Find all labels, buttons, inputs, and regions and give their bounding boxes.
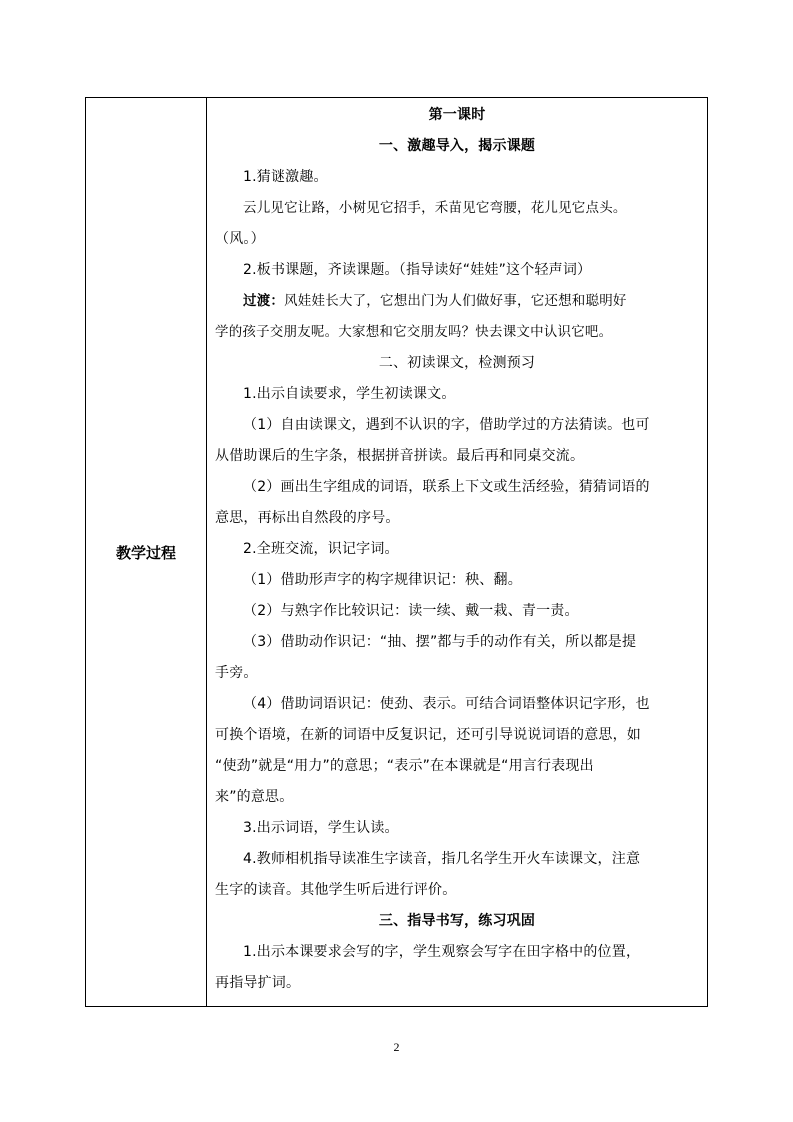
line-text: 1.出示本课要求会写的字，学生观察会写字在田字格中的位置，	[243, 944, 641, 960]
content-line	[215, 906, 699, 937]
line-text: 意思，再标出自然段的序号。	[215, 510, 400, 526]
content-line	[215, 503, 699, 534]
content-line	[215, 348, 699, 379]
content-line	[215, 565, 699, 596]
line-text: （3）借助动作识记：“抽、摆”都与手的动作有关，所以都是提	[243, 634, 637, 650]
line-text: 2.板书课题，齐读课题。（指导读好“娃娃”这个轻声词）	[243, 262, 592, 278]
page-number: 2	[393, 1040, 400, 1054]
line-text: 二、初读课文，检测预习	[378, 355, 536, 371]
line-text: 生字的读音。其他学生听后进行评价。	[215, 882, 457, 898]
content-line	[215, 813, 699, 844]
row-label: 教学过程	[115, 543, 176, 562]
content-line	[215, 255, 699, 286]
content-line	[215, 441, 699, 472]
content-line	[215, 131, 699, 162]
line-text: 手旁。	[215, 665, 258, 681]
content-line	[215, 317, 699, 348]
line-text: 云儿见它让路，小树见它招手，禾苗见它弯腰，花儿见它点头。	[243, 200, 627, 216]
content-line	[215, 751, 699, 782]
line-text: “使劲”就是“用力”的意思；“表示”在本课就是“用言行表现出	[215, 758, 594, 774]
content-line	[215, 379, 699, 410]
content-line	[215, 224, 699, 255]
content-line	[215, 193, 699, 224]
line-text: 可换个语境，在新的词语中反复识记，还可引导说说词语的意思，如	[215, 727, 641, 743]
line-text: 一、激趣导入，揭示课题	[378, 138, 536, 154]
content-line	[215, 844, 699, 875]
line-text: 第一课时	[428, 107, 486, 123]
content-line	[215, 720, 699, 751]
content-line	[215, 162, 699, 193]
line-text: 三、指导书写，练习巩固	[378, 913, 536, 929]
row-label-cell	[86, 98, 207, 1006]
line-text: （1）自由读课文，遇到不认识的字，借助学过的方法猜读。也可	[243, 417, 650, 433]
content-line	[215, 596, 699, 627]
line-text: 再指导扩词。	[215, 975, 301, 991]
content-line	[215, 875, 699, 906]
line-text: （风。）	[215, 231, 265, 247]
content-line	[215, 286, 699, 317]
line-text: 3.出示词语，学生认读。	[243, 820, 399, 836]
line-text: 从借助课后的生字条，根据拼音拼读。最后再和同桌交流。	[215, 448, 585, 464]
content-line	[215, 782, 699, 813]
line-text: （4）借助词语识记：使劲、表示。可结合词语整体识记字形，也	[243, 696, 650, 712]
line-text: 1.猜谜激趣。	[243, 169, 328, 185]
content-line	[215, 100, 699, 131]
content-line	[215, 937, 699, 968]
line-text: 来”的意思。	[215, 789, 294, 805]
content-line	[215, 658, 699, 689]
line-text: （2）画出生字组成的词语，联系上下文或生活经验，猜猜词语的	[243, 479, 650, 495]
content-line	[215, 689, 699, 720]
line-text: 1.出示自读要求，学生初读课文。	[243, 386, 456, 402]
content-line	[215, 627, 699, 658]
lesson-table	[85, 97, 708, 1007]
transition-label: 过渡：	[243, 293, 285, 309]
content-line	[215, 410, 699, 441]
content-cell	[207, 98, 707, 1006]
line-text: 学的孩子交朋友呢。大家想和它交朋友吗？快去课文中认识它吧。	[215, 324, 613, 340]
line-text: 2.全班交流，识记字词。	[243, 541, 399, 557]
line-text: （2）与熟字作比较识记：读一续、戴一栽、青一责。	[243, 603, 579, 619]
content-line	[215, 472, 699, 503]
content-line	[215, 968, 699, 999]
line-text: 4.教师相机指导读准生字读音，指几名学生开火车读课文，注意	[243, 851, 641, 867]
content-line	[215, 534, 699, 565]
line-text: （1）借助形声字的构字规律识记：秧、翻。	[243, 572, 522, 588]
line-text: 风娃娃长大了，它想出门为人们做好事，它还想和聪明好	[284, 293, 627, 309]
